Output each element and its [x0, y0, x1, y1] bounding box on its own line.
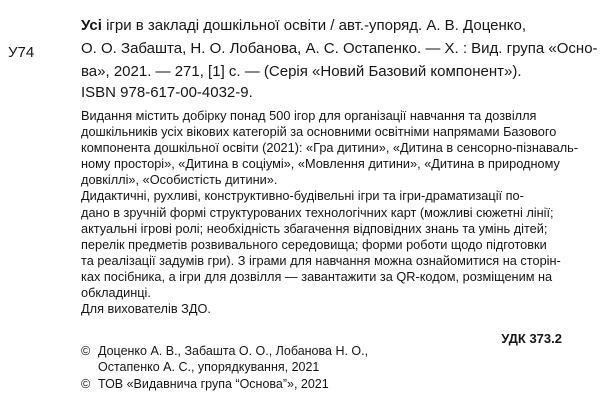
- copyright-line: ТОВ «Видавнича група “Основа”», 2021: [98, 377, 329, 391]
- annotation-line: Дидактичні, рухливі, конструктивно-будівельні ігри та ігри-драматизації по-: [81, 189, 524, 204]
- annotation-line: ному просторі», «Дитина в соціумі», «Мовлення дитини», «Дитина в природному: [81, 157, 560, 172]
- annotation-line: обкладинці.: [81, 286, 151, 301]
- copyright-mark: ©: [81, 344, 91, 358]
- copyright-line: Доценко А. В., Забашта О. О., Лобанова Н. О.,: [98, 344, 369, 358]
- call-number: У74: [8, 44, 35, 61]
- udc-code: УДК 373.2: [501, 331, 562, 346]
- copyright-line: Остапенко А. С., упорядкування, 2021: [98, 360, 320, 374]
- annotation-line: дошкільників усіх вікових категорій за основними освітніми напрямами Базового: [81, 125, 557, 140]
- biblio-line-2: О. О. Забашта, Н. О. Лобанова, А. С. Остапенко. — Х. : Вид. група «Осно-: [81, 40, 598, 57]
- copyright-authors: [98, 343, 368, 375]
- title-rest: ігри в закладі дошкільної освіти / авт.-упоряд. А. В. Доценко,: [101, 17, 526, 34]
- annotation-line: компонента дошкільної освіти (2021): «Гра дитини», «Дитина в сенсорно-пізнаваль-: [81, 141, 579, 156]
- annotation-line: Видання містить добірку понад 500 ігор для організації навчання та дозвілля: [81, 109, 537, 123]
- annotation-line: дано в зручній формі структурованих технологічних карт (можливі сюжетні лінії;: [81, 205, 554, 220]
- isbn: ISBN 978-617-00-4032-9.: [81, 84, 253, 101]
- annotation: [81, 108, 578, 317]
- title-first-word: Усі: [81, 17, 102, 34]
- copyright-publisher: [98, 376, 329, 392]
- bibliographic-entry: [81, 14, 598, 83]
- annotation-line: довкіллі», «Особистість дитини».: [81, 173, 278, 188]
- annotation-line: актуальні ігрові ролі; необхідність збагачення відповідних знань та умінь дітей;: [81, 221, 548, 236]
- audience-note: Для вихователів ЗДО.: [81, 302, 211, 317]
- biblio-line-3: ва», 2021. — 271, [1] с. — (Серія «Новий Базовий компонент»).: [81, 63, 522, 80]
- annotation-line: перелік предметів розвивального середовища; форми роботи щодо підготовки: [81, 237, 547, 252]
- annotation-line: ках посібника, а ігри для дозвілля — завантажити за QR-кодом, розміщеним на: [81, 269, 553, 284]
- annotation-line: та реалізації задумів гри). З іграми для навчання можна ознайомитися на сторін-: [81, 253, 561, 268]
- biblio-line-1: [81, 14, 598, 37]
- copyright-mark: ©: [81, 377, 91, 391]
